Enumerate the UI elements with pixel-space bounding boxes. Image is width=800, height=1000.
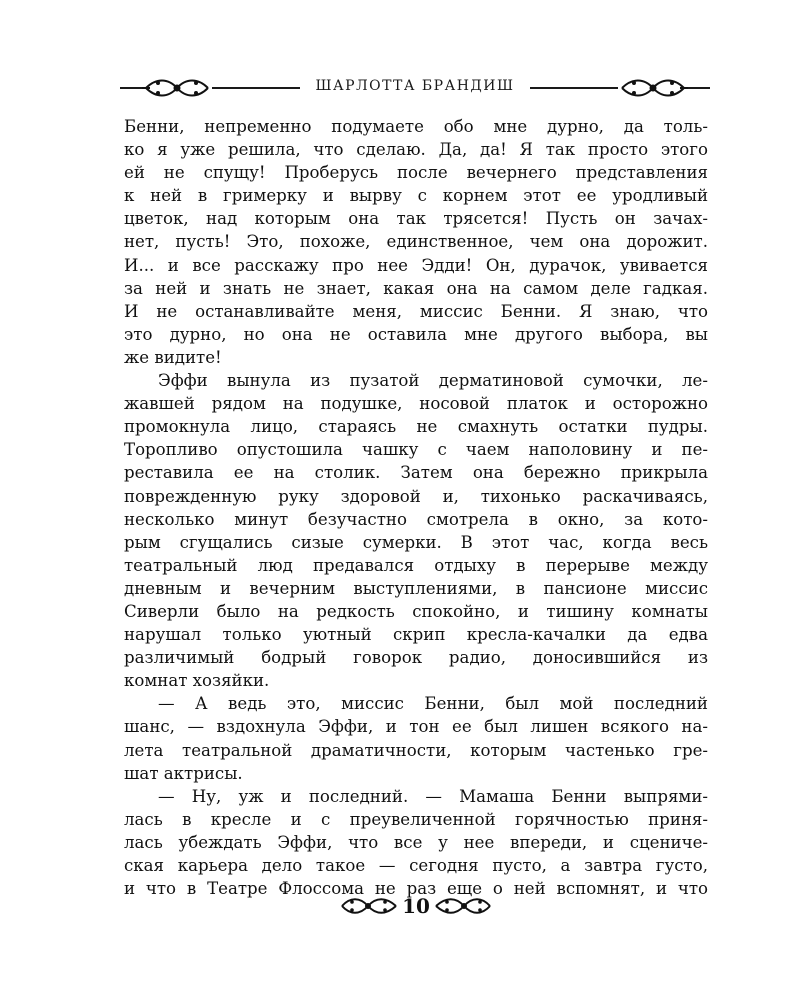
text-line: нарушал только уютный скрип кресла-качалки да едва <box>124 625 708 645</box>
text-line: различимый бодрый говорок радио, доносившийся из <box>124 648 708 668</box>
text-line: ей не спущу! Проберусь после вечернего представления <box>124 163 708 183</box>
text-line: лета театральной драматичности, которым частенько гре- <box>124 740 708 760</box>
text-line: и что в Театре Флоссома не раз еще о ней вспомнят, и что <box>124 879 708 899</box>
text-line: нет, пусть! Это, похоже, единственное, чем она дорожит. <box>124 232 708 252</box>
text-line: Бенни, непременно подумаете обо мне дурно, да толь- <box>124 117 708 136</box>
flourish-ornament-right-icon <box>618 74 688 102</box>
page-footer <box>0 890 800 922</box>
text-line: шат актрисы. <box>124 763 243 783</box>
text-line: лась убеждать Эффи, что все у нее впереди, и сцениче- <box>124 832 708 852</box>
text-line: за ней и знать не знает, какая она на самом деле гадкая. <box>124 278 708 298</box>
text-line: — Ну, уж и последний. — Мамаша Бенни выпрями- <box>158 786 708 806</box>
text-line: ская карьера дело такое — сегодня пусто, а завтра густо, <box>124 856 708 875</box>
running-header <box>120 72 710 104</box>
text-line: ко я уже решила, что сделаю. Да, да! Я так просто этого <box>124 140 708 160</box>
page-number: 10 <box>402 894 430 918</box>
text-line: же видите! <box>124 347 222 367</box>
text-line: поврежденную руку здоровой и, тихонько раскачиваясь, <box>124 486 708 506</box>
text-line: шанс, — вздохнула Эффи, и тон ее был лишен всякого на- <box>124 717 708 737</box>
text-line: промокнула лицо, стараясь не смахнуть остатки пудры. <box>124 417 708 437</box>
text-line: цветок, над которым она так трясется! Пусть он зачах- <box>124 209 708 229</box>
body-text <box>124 115 708 900</box>
text-line: это дурно, но она не оставила мне другого выбора, вы <box>124 324 708 344</box>
footer-flourish-right-icon <box>432 894 492 918</box>
text-line: Торопливо опустошила чашку с чаем наполовину и пе- <box>124 440 708 460</box>
footer-flourish-left-icon <box>340 894 400 918</box>
running-title: ШАРЛОТТА БРАНДИШ <box>315 78 515 94</box>
text-line: театральный люд предавался отдыху в перерыве между <box>124 555 708 575</box>
text-line: рым сгущались сизые сумерки. В этот час, когда весь <box>124 532 708 552</box>
text-line: И... и все расскажу про нее Эдди! Он, дурачок, увивается <box>124 255 708 275</box>
text-line: комнат хозяйки. <box>124 671 270 691</box>
text-line: — А ведь это, миссис Бенни, был мой последний <box>158 694 708 714</box>
text-line: реставила ее на столик. Затем она бережно прикрыла <box>124 463 708 483</box>
text-line: жавшей рядом на подушке, носовой платок и осторожно <box>124 394 708 414</box>
text-line: И не останавливайте меня, миссис Бенни. Я знаю, что <box>124 301 708 321</box>
text-line: дневным и вечерним выступлениями, в пансионе миссис <box>124 578 708 598</box>
text-line: Сиверли было на редкость спокойно, и тишину комнаты <box>124 601 708 621</box>
text-line: Эффи вынула из пузатой дерматиновой сумочки, ле- <box>158 371 708 391</box>
text-line: лась в кресле и с преувеличенной горячностью приня- <box>124 809 708 829</box>
text-line: к ней в гримерку и вырву с корнем этот ее уродливый <box>124 186 708 206</box>
text-line: несколько минут безучастно смотрела в окно, за кото- <box>124 509 708 529</box>
